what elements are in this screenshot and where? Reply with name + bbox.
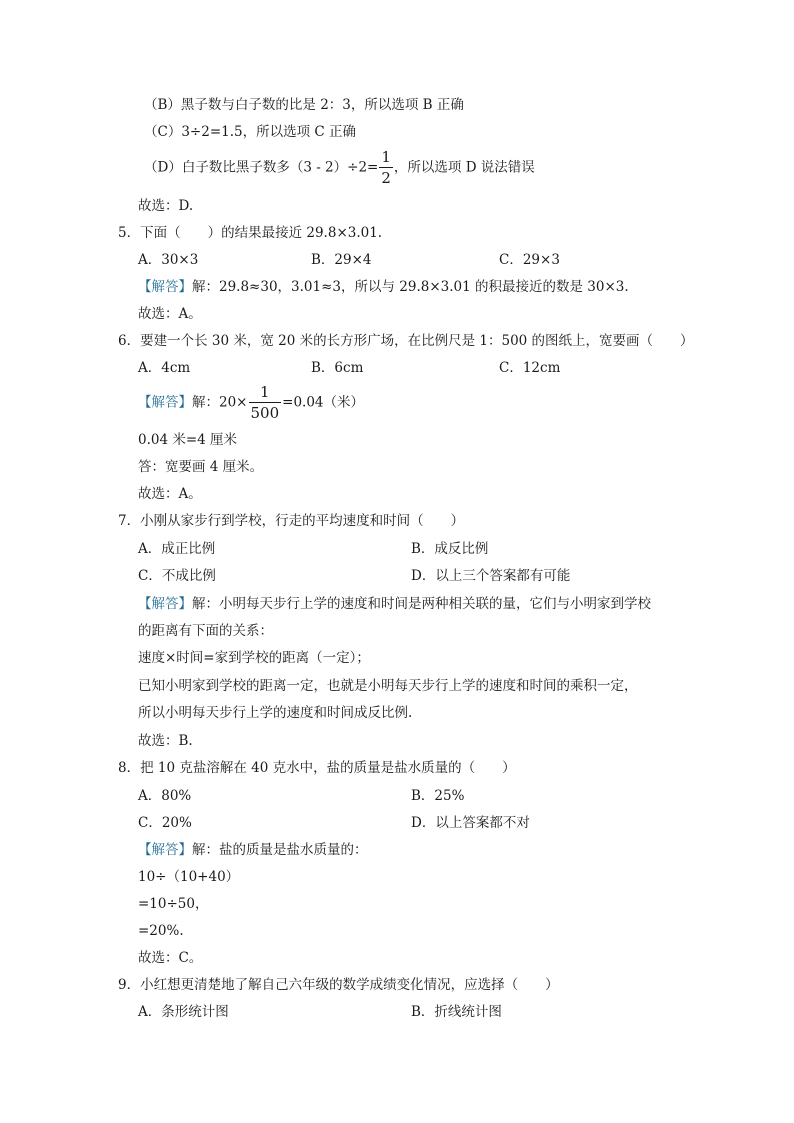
question-5-choice: 故选：A。 xyxy=(138,306,202,322)
question-8-option-b: B．25% xyxy=(411,788,465,804)
question-8-solution-line-4: =20%. xyxy=(138,923,184,939)
fraction-denominator: 500 xyxy=(250,404,280,422)
question-8-solution-line-3: =10÷50， xyxy=(138,896,209,912)
question-7-solution-line-1 xyxy=(138,595,651,613)
question-8-option-a: A．80% xyxy=(138,788,192,804)
fraction-one-over-500 xyxy=(249,385,282,421)
fraction-denominator: 2 xyxy=(381,169,391,187)
solution-text-pre: 解：20× xyxy=(192,394,248,411)
question-5-option-a: A．30×3 xyxy=(138,252,199,268)
question-9-option-a: A．条形统计图 xyxy=(138,1004,229,1020)
question-8-solution-line-2: 10÷（10+40） xyxy=(138,869,240,885)
question-8-option-c: C．20% xyxy=(138,815,192,831)
answer-choice: 故选：D. xyxy=(138,198,194,214)
question-7-solution-line-2: 的距离有下面的关系： xyxy=(138,623,273,639)
question-6-choice: 故选：A。 xyxy=(138,486,202,502)
question-9-option-b: B．折线统计图 xyxy=(411,1004,502,1020)
solution-tag: 【解答】 xyxy=(138,279,192,295)
option-c-explanation: （C）3÷2=1.5，所以选项 C 正确 xyxy=(144,124,357,140)
question-7-solution-line-5: 所以小明每天步行上学的速度和时间成反比例. xyxy=(138,705,413,721)
solution-tag: 【解答】 xyxy=(138,842,192,858)
question-5-stem: 5．下面（ ）的结果最接近 29.8×3.01. xyxy=(118,225,383,241)
option-d-text-pre: （D）白子数比黑子数多（3 - 2）÷2= xyxy=(144,159,379,176)
solution-text: 解：小明每天步行上学的速度和时间是两种相关联的量，它们与小明家到学校 xyxy=(192,596,651,612)
solution-tag: 【解答】 xyxy=(138,596,192,612)
question-7-option-c: C．不成比例 xyxy=(138,568,216,584)
question-9-stem: 9．小红想更清楚地了解自己六年级的数学成绩变化情况，应选择（ ） xyxy=(118,977,559,993)
solution-text: 解：29.8≈30，3.01≈3，所以与 29.8×3.01 的积最接近的数是 30×3. xyxy=(192,279,629,295)
fraction-one-half xyxy=(379,150,393,186)
question-6-option-b: B．6cm xyxy=(311,360,364,376)
question-8-choice: 故选：C。 xyxy=(138,950,203,966)
option-d-explanation xyxy=(144,150,535,186)
fraction-numerator: 1 xyxy=(249,385,282,403)
question-7-option-d: D．以上三个答案都有可能 xyxy=(411,568,571,584)
question-7-solution-line-3: 速度×时间=家到学校的距离（一定）； xyxy=(138,650,370,666)
question-6-solution-line-3: 答：宽要画 4 厘米。 xyxy=(138,459,264,475)
question-8-stem: 8．把 10 克盐溶解在 40 克水中，盐的质量是盐水质量的（ ） xyxy=(118,760,516,776)
option-b-explanation: （B）黑子数与白子数的比是 2：3，所以选项 B 正确 xyxy=(144,97,464,113)
question-7-stem: 7．小刚从家步行到学校，行走的平均速度和时间（ ） xyxy=(118,513,465,529)
question-6-stem: 6．要建一个长 30 米，宽 20 米的长方形广场，在比例尺是 1：500 的图纸上，宽要画（ ） xyxy=(118,333,694,349)
question-6-solution xyxy=(138,385,364,421)
question-6-solution-line-2: 0.04 米=4 厘米 xyxy=(138,432,238,448)
question-7-solution-line-4: 已知小明家到学校的距离一定，也就是小明每天步行上学的速度和时间的乘积一定， xyxy=(138,678,638,694)
question-5-option-b: B．29×4 xyxy=(311,252,372,268)
question-8-option-d: D．以上答案都不对 xyxy=(411,815,530,831)
option-d-text-post: ，所以选项 D 说法错误 xyxy=(393,159,535,176)
question-7-option-b: B．成反比例 xyxy=(411,541,489,557)
question-5-option-c: C．29×3 xyxy=(499,252,560,268)
solution-text: 解：盐的质量是盐水质量的： xyxy=(192,842,368,858)
question-7-choice: 故选：B. xyxy=(138,733,193,749)
fraction-numerator: 1 xyxy=(381,148,391,166)
solution-tag: 【解答】 xyxy=(138,394,192,411)
question-5-solution xyxy=(138,278,629,296)
question-6-option-a: A．4cm xyxy=(138,360,191,376)
question-8-solution-line-1 xyxy=(138,841,368,859)
question-7-option-a: A．成正比例 xyxy=(138,541,216,557)
question-6-option-c: C．12cm xyxy=(499,360,561,376)
solution-text-post: =0.04（米） xyxy=(282,394,365,411)
